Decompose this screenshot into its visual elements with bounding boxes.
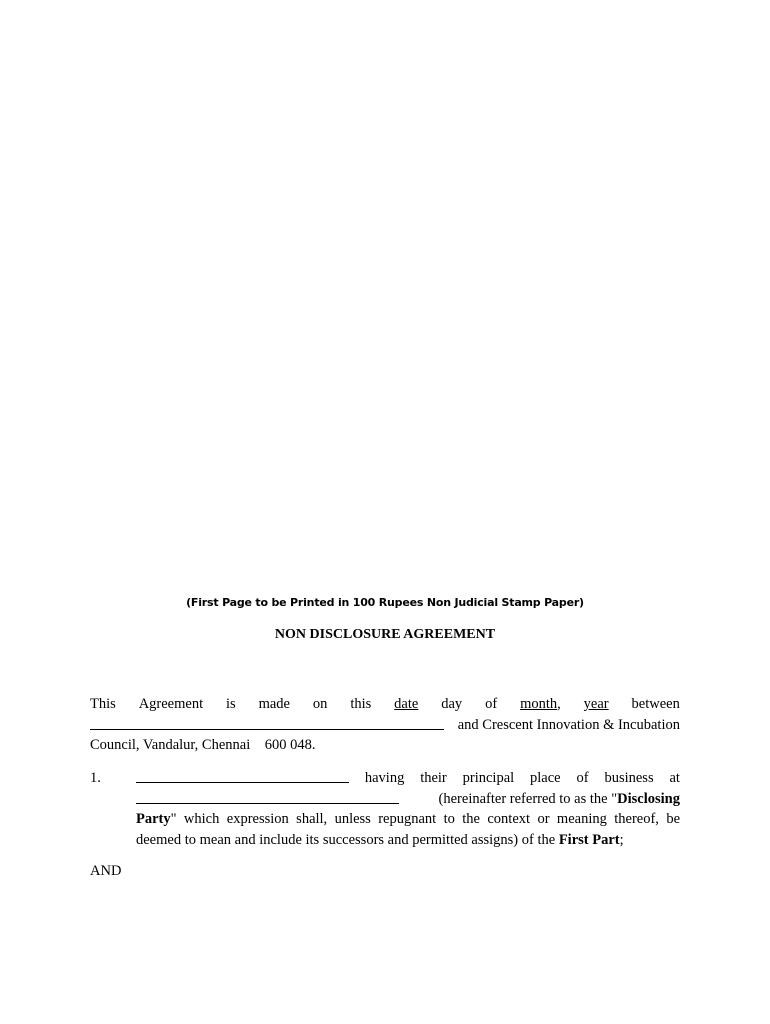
clause-line-1 — [136, 768, 680, 789]
clause-line-2-pre: (hereinafter referred to as the " — [438, 790, 618, 807]
clause-word: principal — [462, 770, 515, 786]
clause-word: business — [604, 770, 654, 786]
intro-line-2-text: and Crescent Innovation & Incubation — [457, 716, 680, 733]
intro-word: this — [350, 696, 372, 712]
stamp-paper-note: (First Page to be Printed in 100 Rupees Non Judicial Stamp Paper) — [186, 596, 584, 609]
clause-line-2-text — [439, 789, 680, 810]
intro-word: on — [312, 696, 328, 712]
intro-word: between — [631, 696, 680, 712]
disclosing-term: Disclosing — [617, 790, 680, 807]
party-term: Party — [136, 811, 171, 827]
intro-line-2 — [90, 715, 680, 736]
clause-word: place — [530, 770, 561, 786]
clause-line-4-end: ; — [619, 831, 624, 848]
clause-line-4 — [136, 830, 680, 851]
intro-word: day — [441, 696, 463, 712]
disclosing-party-name-blank — [136, 768, 349, 783]
clause-word: at — [669, 770, 680, 786]
year-placeholder: year — [583, 696, 609, 712]
clause-line-2 — [136, 789, 680, 810]
and-separator: AND — [90, 863, 122, 879]
first-part-term: First Part — [558, 831, 620, 848]
date-placeholder: date — [394, 696, 419, 712]
clause-number: 1. — [90, 770, 101, 786]
clause-word: their — [420, 770, 447, 786]
intro-word: Agreement — [138, 696, 204, 712]
intro-word: made — [258, 696, 290, 712]
party-name-blank — [90, 715, 444, 730]
intro-word: This — [90, 696, 116, 712]
clause-line-4-text: deemed to mean and include its successors and permitted assigns) of the — [136, 831, 559, 848]
clause-word: having — [364, 770, 405, 786]
month-placeholder: month — [520, 696, 558, 712]
intro-comma: , — [557, 696, 561, 712]
intro-word: is — [226, 696, 236, 712]
intro-line-3: Council, Vandalur, Chennai 600 048. — [90, 737, 316, 753]
document-title: NON DISCLOSURE AGREEMENT — [274, 627, 496, 642]
month-group — [520, 694, 561, 715]
intro-paragraph — [90, 694, 680, 756]
intro-line-1 — [90, 694, 680, 715]
business-address-blank — [136, 789, 399, 804]
intro-word: of — [485, 696, 498, 712]
clause-line-3 — [136, 809, 680, 830]
clause-line-3-text: " which expression shall, unless repugnant to the context or meaning thereof, be — [170, 811, 680, 827]
clause-body — [136, 768, 680, 850]
clause-word: of — [576, 770, 589, 786]
